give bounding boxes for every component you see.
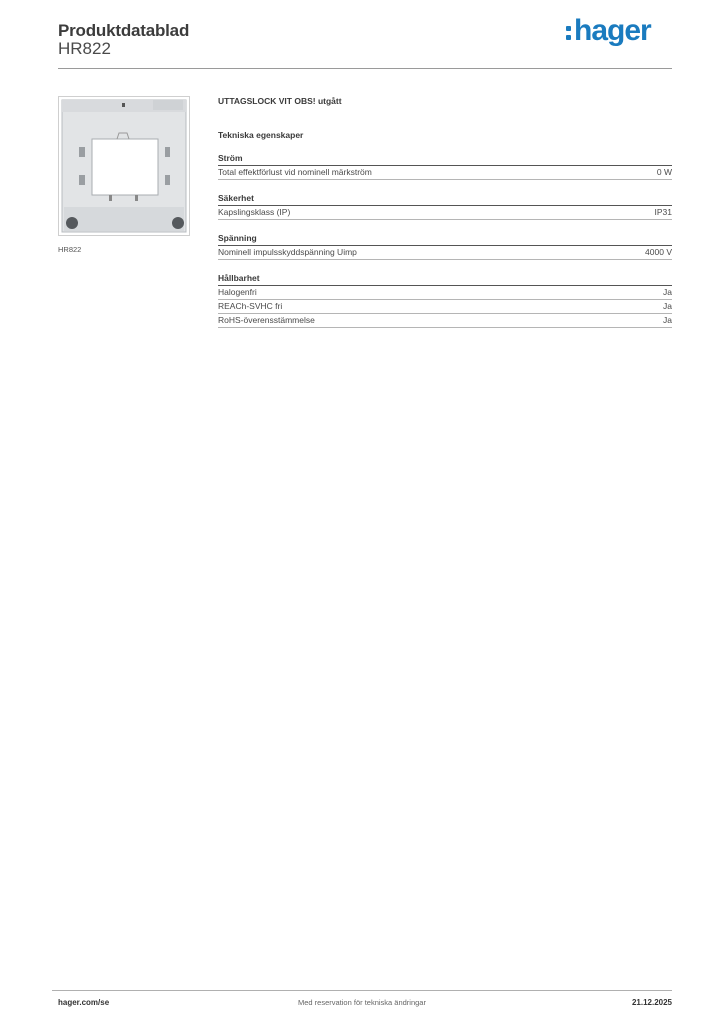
footer-disclaimer: Med reservation för tekniska ändringar <box>298 998 426 1007</box>
logo-text: hager <box>574 14 651 47</box>
spec-row <box>218 300 672 314</box>
page-title: Produktdatablad <box>58 21 190 40</box>
header-divider <box>58 68 672 69</box>
spec-content <box>218 96 672 328</box>
spec-row <box>218 246 672 260</box>
footer-divider <box>52 990 672 991</box>
spec-value: 0 W <box>656 167 672 177</box>
spec-row <box>218 286 672 300</box>
spec-group-sakerhet <box>218 193 672 220</box>
spec-value: 4000 V <box>645 247 672 257</box>
spec-group-title: Ström <box>218 153 672 166</box>
hager-logo <box>566 14 651 48</box>
spec-value: Ja <box>663 301 672 311</box>
spec-value: IP31 <box>654 207 672 217</box>
spec-label: RoHS-överensstämmelse <box>218 315 315 325</box>
spec-group-strom <box>218 153 672 180</box>
specs-title: Tekniska egenskaper <box>218 130 304 140</box>
spec-label: Total effektförlust vid nominell märkström <box>218 167 372 177</box>
product-code: HR822 <box>58 39 111 58</box>
spec-group-hallbarhet <box>218 273 672 328</box>
product-description: UTTAGSLOCK VIT OBS! utgått <box>218 96 342 106</box>
product-illustration <box>59 97 189 235</box>
image-caption: HR822 <box>58 245 82 254</box>
spec-label: REACh-SVHC fri <box>218 301 283 311</box>
footer-date: 21.12.2025 <box>631 998 672 1007</box>
logo-dots-icon <box>566 26 571 40</box>
spec-group-spanning <box>218 233 672 260</box>
spec-value: Ja <box>663 287 672 297</box>
spec-row <box>218 206 672 220</box>
spec-group-title: Spänning <box>218 233 672 246</box>
spec-label: Nominell impulsskyddspänning Uimp <box>218 247 357 257</box>
spec-row <box>218 166 672 180</box>
spec-label: Kapslingsklass (IP) <box>218 207 291 217</box>
spec-group-title: Hållbarhet <box>218 273 672 286</box>
spec-group-title: Säkerhet <box>218 193 672 206</box>
spec-row <box>218 314 672 328</box>
spec-value: Ja <box>663 315 672 325</box>
footer-website: hager.com/se <box>58 998 110 1007</box>
spec-label: Halogenfri <box>218 287 257 297</box>
product-image <box>58 96 190 236</box>
